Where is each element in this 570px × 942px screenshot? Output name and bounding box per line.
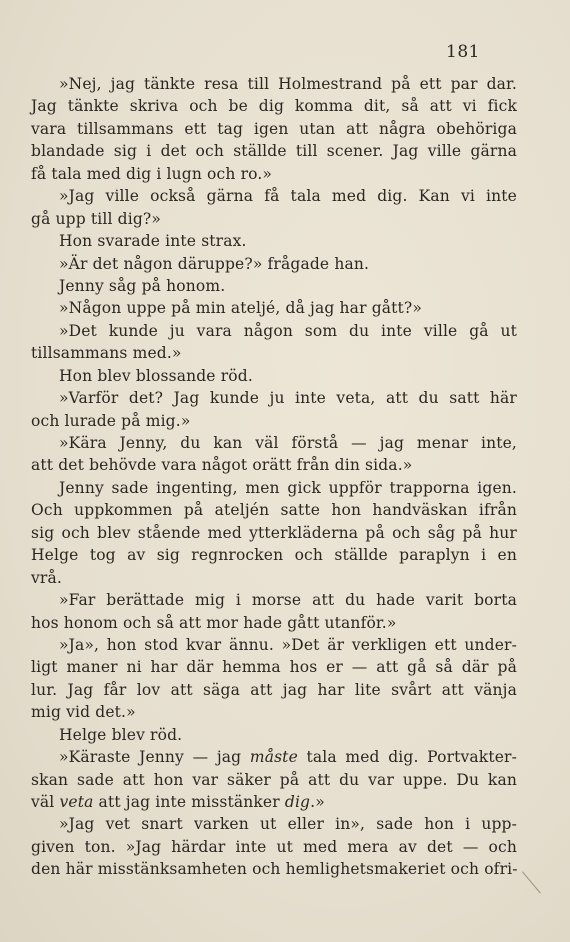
text-line: Hon svarade inte strax.	[59, 232, 247, 251]
text-line: »Kära Jenny, du kan väl förstå — jag menar inte,	[59, 434, 517, 452]
text-line: »Ja», hon stod kvar ännu. »Det är verkligen ett under-	[59, 635, 517, 654]
text-line: Helge tog av sig regnrocken och ställde paraplyn i en	[31, 546, 517, 565]
text-line: och lurade på mig.»	[31, 411, 191, 430]
text-line: gå upp till dig?»	[31, 209, 162, 228]
text-line: »Nej, jag tänkte resa till Holmestrand på ett par dar.	[59, 75, 517, 93]
text-line: den här misstänksamheten och hemlighetsmakeriet och ofri-	[31, 860, 518, 879]
emphasized-word: måste	[249, 748, 298, 767]
text-line: skan sade att hon var säker på att du var uppe. Du kan	[31, 770, 517, 789]
text-line	[31, 746, 517, 768]
text-line: vrå.	[31, 568, 62, 587]
text-line: »Någon uppe på min ateljé, då jag har gått?»	[59, 299, 423, 318]
text-line: få tala med dig i lugn och ro.»	[31, 164, 273, 183]
text-line: vara tillsammans ett tag igen utan att några obehöriga	[31, 119, 517, 138]
text-line: ligt maner ni har där hemma hos er — att gå så där på	[31, 658, 517, 677]
text-line: lur. Jag får lov att säga att jag har lite svårt att vänja	[31, 680, 517, 699]
text-line: Hon blev blossande röd.	[59, 366, 253, 385]
text-line: »Är det någon däruppe?» frågade han.	[59, 254, 370, 273]
text-segment: väl	[31, 793, 60, 811]
text-line: blandade sig i det och ställde till scener. Jag ville gärna	[31, 142, 517, 161]
text-line: Jag tänkte skriva och be dig komma dit, så att vi fick	[31, 97, 517, 116]
text-line: »Far berättade mig i morse att du hade varit borta	[59, 591, 517, 610]
text-segment: tala med dig. Portvakter-	[297, 748, 517, 767]
text-segment: »Käraste Jenny — jag	[59, 748, 250, 767]
page-number: 181	[446, 42, 480, 62]
body-text	[31, 73, 517, 881]
text-line: »Jag vet snart varken ut eller in», sade hon i upp-	[59, 815, 517, 834]
text-line: »Jag ville också gärna få tala med dig. Kan vi inte	[59, 187, 517, 206]
text-line: tillsammans med.»	[31, 344, 182, 363]
text-line	[31, 791, 517, 813]
text-line: mig vid det.»	[31, 703, 136, 722]
page-corner-mark	[522, 871, 541, 893]
text-line: Jenny såg på honom.	[59, 276, 226, 295]
text-line: »Varför det? Jag kunde ju inte veta, att du satt här	[59, 389, 517, 408]
emphasized-word: dig	[284, 793, 311, 811]
emphasized-word: veta	[59, 793, 94, 811]
text-line: given ton. »Jag härdar inte ut med mera av det — och	[31, 837, 517, 856]
text-segment: att jag inte misstänker	[93, 793, 285, 811]
text-line: Och uppkommen på ateljén satte hon handväskan ifrån	[31, 501, 517, 520]
text-line: Helge blev röd.	[59, 725, 183, 744]
text-line: Jenny sade ingenting, men gick uppför trapporna igen.	[59, 478, 517, 497]
text-line: »Det kunde ju vara någon som du inte ville gå ut	[59, 321, 517, 340]
text-segment: .»	[310, 793, 325, 811]
text-line: hos honom och så att mor hade gått utanför.»	[31, 613, 397, 632]
text-line: att det behövde vara något orätt från din sida.»	[31, 456, 413, 475]
text-line: sig och blev stående med ytterkläderna på och såg på hur	[31, 523, 517, 542]
